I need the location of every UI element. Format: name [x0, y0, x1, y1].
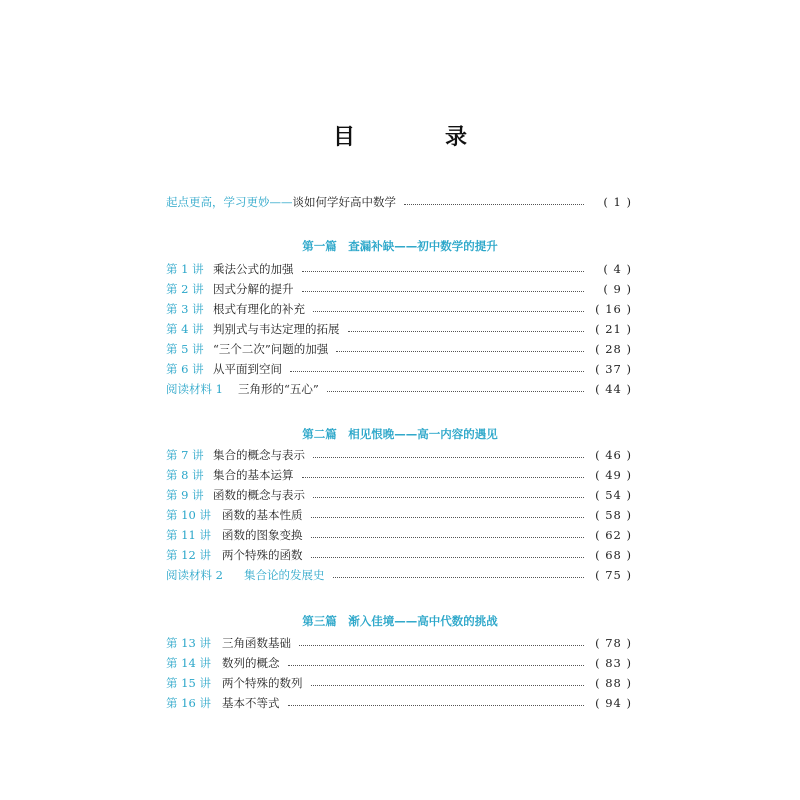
toc-row[interactable] — [166, 360, 632, 378]
toc-row[interactable] — [166, 260, 632, 278]
toc-entry-title: 函数的基本性质 — [222, 508, 303, 522]
toc-row[interactable] — [166, 506, 632, 524]
toc-page-number: ( 37 ) — [595, 362, 632, 376]
toc-page-number: ( 1 ) — [603, 195, 632, 209]
toc-lecture-label: 第 1 讲 — [166, 262, 204, 276]
dot-leader — [333, 577, 585, 578]
dot-leader — [327, 391, 584, 392]
toc-row[interactable] — [166, 546, 632, 564]
dot-leader — [288, 705, 585, 706]
dot-leader — [313, 457, 584, 458]
dot-leader — [311, 685, 585, 686]
toc-intro-text: 谈如何学好高中数学 — [292, 195, 396, 209]
toc-row[interactable] — [166, 674, 632, 692]
toc-page-number: ( 88 ) — [595, 676, 632, 690]
toc-page-number: ( 78 ) — [595, 636, 632, 650]
toc-lecture-label: 第 16 讲 — [166, 696, 211, 710]
toc-entry-title: 两个特殊的函数 — [222, 548, 303, 562]
toc-row[interactable] — [166, 300, 632, 318]
part-heading-3: 第三篇 渐入佳境——高中代数的挑战 — [302, 614, 498, 628]
toc-intro-row[interactable] — [166, 193, 632, 211]
toc-row-reading[interactable] — [166, 566, 632, 584]
toc-lecture-label: 第 13 讲 — [166, 636, 211, 650]
toc-lecture-label: 第 9 讲 — [166, 488, 204, 502]
toc-entry-title: 集合论的发展史 — [244, 568, 325, 582]
part-heading-2: 第二篇 相见恨晚——高一内容的遇见 — [302, 427, 498, 441]
toc-lecture-label: 第 11 讲 — [166, 528, 211, 542]
toc-entry-title: 从平面到空间 — [213, 362, 282, 376]
toc-entry-title: 两个特殊的数列 — [222, 676, 303, 690]
toc-page-number: ( 4 ) — [603, 262, 632, 276]
dot-leader — [336, 351, 584, 352]
dot-leader — [290, 371, 584, 372]
part-heading-1: 第一篇 查漏补缺——初中数学的提升 — [302, 239, 498, 253]
toc-row[interactable] — [166, 634, 632, 652]
toc-reading-label: 阅读材料 2 — [166, 568, 223, 582]
toc-lecture-label: 第 2 讲 — [166, 282, 204, 296]
dot-leader — [311, 557, 585, 558]
toc-row[interactable] — [166, 446, 632, 464]
toc-lecture-label: 第 8 讲 — [166, 468, 204, 482]
toc-page-number: ( 94 ) — [595, 696, 632, 710]
toc-row-reading[interactable] — [166, 380, 632, 398]
toc-row[interactable] — [166, 486, 632, 504]
toc-page-number: ( 62 ) — [595, 528, 632, 542]
toc-lecture-label: 第 7 讲 — [166, 448, 204, 462]
toc-page-number: ( 44 ) — [595, 382, 632, 396]
toc-row[interactable] — [166, 694, 632, 712]
dot-leader — [311, 517, 585, 518]
toc-row[interactable] — [166, 526, 632, 544]
toc-entry-title: 三角函数基础 — [222, 636, 291, 650]
toc-page-number: ( 21 ) — [595, 322, 632, 336]
toc-entry-title: 函数的图象变换 — [222, 528, 303, 542]
dot-leader — [348, 331, 585, 332]
toc-reading-label: 阅读材料 1 — [166, 382, 223, 396]
toc-page-number: ( 49 ) — [595, 468, 632, 482]
toc-row[interactable] — [166, 320, 632, 338]
dot-leader — [302, 271, 585, 272]
toc-page-number: ( 68 ) — [595, 548, 632, 562]
toc-page-number: ( 83 ) — [595, 656, 632, 670]
toc-row[interactable] — [166, 280, 632, 298]
toc-lecture-label: 第 12 讲 — [166, 548, 211, 562]
toc-page-number: ( 54 ) — [595, 488, 632, 502]
toc-page-number: ( 28 ) — [595, 342, 632, 356]
dot-leader — [302, 477, 585, 478]
toc-entry-title: 判别式与韦达定理的拓展 — [213, 322, 340, 336]
dot-leader — [313, 497, 584, 498]
toc-lecture-label: 第 14 讲 — [166, 656, 211, 670]
dot-leader — [288, 665, 585, 666]
toc-page-number: ( 16 ) — [595, 302, 632, 316]
toc-entry-title: 数列的概念 — [222, 656, 280, 670]
toc-page-number: ( 46 ) — [595, 448, 632, 462]
toc-page-number: ( 75 ) — [595, 568, 632, 582]
toc-lecture-label: 第 4 讲 — [166, 322, 204, 336]
dot-leader — [313, 311, 584, 312]
toc-row[interactable] — [166, 466, 632, 484]
dot-leader — [302, 291, 585, 292]
toc-lecture-label: 第 10 讲 — [166, 508, 211, 522]
toc-lecture-label: 第 6 讲 — [166, 362, 204, 376]
toc-row[interactable] — [166, 654, 632, 672]
toc-entry-title: 函数的概念与表示 — [213, 488, 305, 502]
toc-row[interactable] — [166, 340, 632, 358]
toc-lecture-label: 第 15 讲 — [166, 676, 211, 690]
toc-entry-title: 根式有理化的补充 — [213, 302, 305, 316]
toc-lecture-label: 第 3 讲 — [166, 302, 204, 316]
toc-entry-title: 集合的基本运算 — [213, 468, 294, 482]
toc-lecture-label: 第 5 讲 — [166, 342, 204, 356]
toc-entry-title: 因式分解的提升 — [213, 282, 294, 296]
toc-entry-title: 集合的概念与表示 — [213, 448, 305, 462]
toc-entry-title: “三个二次”问题的加强 — [213, 342, 329, 356]
toc-page-number: ( 58 ) — [595, 508, 632, 522]
toc-page-number: ( 9 ) — [603, 282, 632, 296]
page-title: 目 录 — [332, 124, 501, 150]
toc-entry-title: 基本不等式 — [222, 696, 280, 710]
toc-entry-title: 三角形的“五心” — [238, 382, 319, 396]
dot-leader — [299, 645, 584, 646]
toc-entry-title: 乘法公式的加强 — [213, 262, 294, 276]
dot-leader — [311, 537, 585, 538]
dot-leader — [404, 204, 584, 205]
toc-intro-label: 起点更高，学习更妙—— — [166, 195, 293, 209]
